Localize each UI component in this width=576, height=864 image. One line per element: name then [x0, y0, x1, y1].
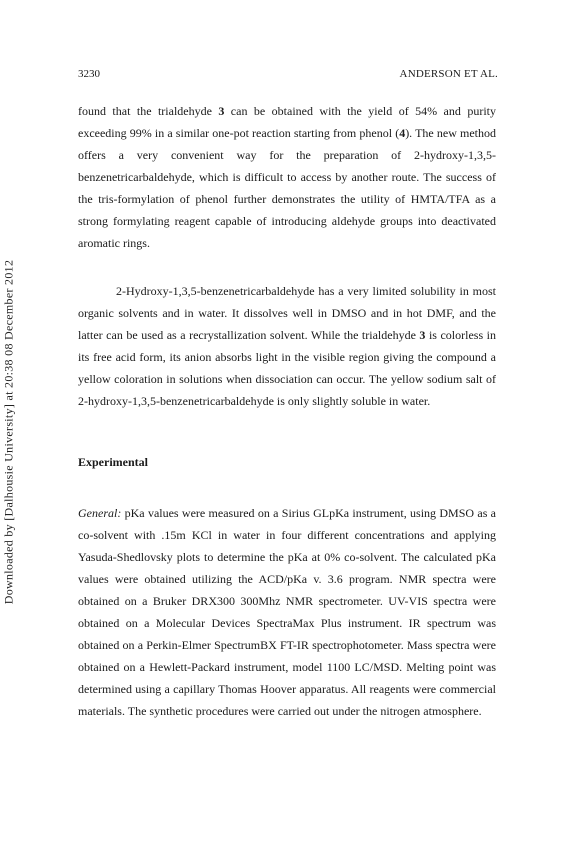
- compound-number: 3: [419, 328, 426, 342]
- run-in-heading: General:: [78, 506, 122, 520]
- section-heading-experimental: Experimental: [78, 455, 148, 469]
- paragraph-1-text-part: ). The new method offers a very convenient way for the preparation of 2-hydroxy-1,3,5-benzenetricarbaldehyde, which is difficult to access by another route. The success of the tris-formylation of phenol further demonstrates the utility of HMTA/TFA as a strong formylating reagent capable of introducing aldehyde groups into deactivated aromatic rings.: [78, 126, 496, 250]
- compound-number: 4: [399, 126, 406, 140]
- paragraph-1-text-part: found that the trialdehyde: [78, 104, 219, 118]
- paragraph-3-text: [78, 502, 496, 722]
- page-number: 3230: [78, 68, 100, 80]
- paragraph-3-text-part: pKa values were measured on a Sirius GLpKa instrument, using DMSO as a co-solvent with .15m KCl in water in four different concentrations and applying Yasuda-Shedlovsky plots to determine the pKa at 0% co-solvent. The calculated pKa values were obtained utilizing the ACD/pKa v. 3.6 program. NMR spectra were obtained on a Bruker DRX300 300Mhz NMR spectrometer. UV-VIS spectra were obtained on a Molecular Devices SpectraMax Plus instrument. IR spectrum was obtained on a Perkin-Elmer SpectrumBX FT-IR spectrophotometer. Mass spectra were obtained on a Hewlett-Packard instrument, model 1100 LC/MSD. Melting point was determined using a capillary Thomas Hoover apparatus. All reagents were commercial materials. The synthetic procedures were carried out under the nitrogen atmosphere.: [78, 506, 496, 718]
- paragraph-1: [78, 100, 496, 254]
- paragraph-1-text-part: can be obtained with the yield of 54% and purity exceeding 99% in a similar one-pot reaction starting from phenol (: [78, 104, 496, 140]
- download-watermark-text: Downloaded by [Dalhousie University] at 20:38 08 December 2012: [1, 259, 16, 605]
- running-head: ANDERSON ET AL.: [399, 68, 498, 80]
- paragraph-3: [78, 502, 496, 722]
- compound-number: 3: [218, 104, 225, 118]
- paragraph-2: [78, 280, 496, 412]
- paragraph-2-text: [78, 280, 496, 412]
- paragraph-1-text: [78, 100, 496, 254]
- download-watermark: [3, 24, 15, 840]
- paragraph-2-text-part: is colorless in its free acid form, its anion absorbs light in the visible region giving the compound a yellow coloration in solutions when dissociation can occur. The yellow sodium salt of 2-hydroxy-1,3,5-benzenetricarbaldehyde is only slightly soluble in water.: [78, 328, 496, 408]
- paragraph-2-text-part: 2-Hydroxy-1,3,5-benzenetricarbaldehyde has a very limited solubility in most organic solvents and in water. It dissolves well in DMSO and in hot DMF, and the latter can be used as a recrystallization solvent. While the trialdehyde: [78, 284, 496, 342]
